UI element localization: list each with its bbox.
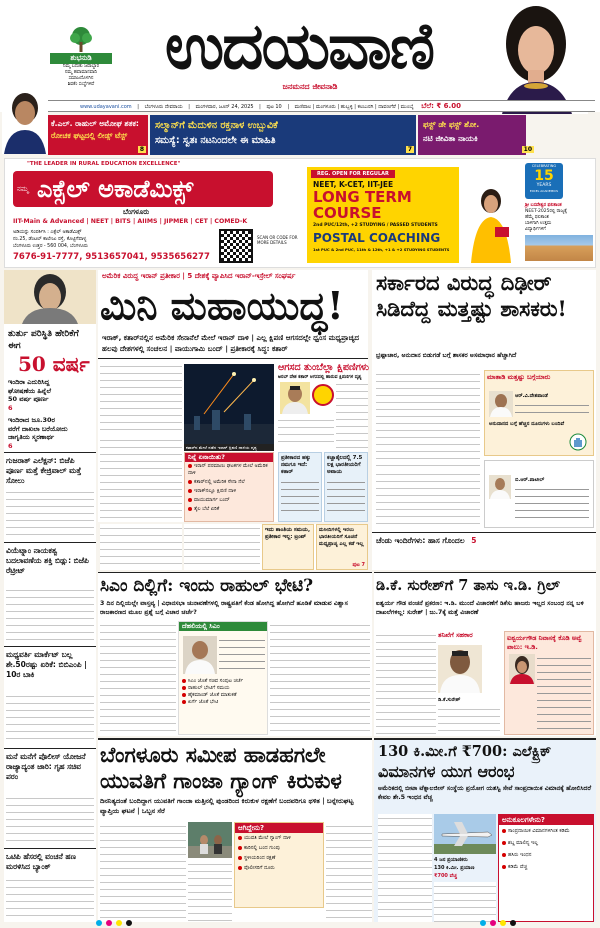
dk-deck: ಐಶ್ವರ್ಯ ಗೌಡ ವಂಚನೆ ಪ್ರಕರಣ: ಇ.ಡಿ. ಮುಂದೆ ವಿಚಾರಣೆಗೆ ಡಿಕೆಸು ಹಾಜರು ಇಲ್ಲದ ಸಂಬಂಧ ನನ್ನ ಬಳಿ ದಾಖಲೆಗಳಿಲ್ಲ: ಸುರೇಶ್ | ಜು.7ಕ್ಕೆ ಮತ್ತೆ ವಿಚಾರಣೆ xyxy=(376,600,584,616)
yellow-mark xyxy=(500,920,506,926)
lead-deck: ಇರಾಕ್, ಕತಾರ್‌ನಲ್ಲಿನ ಅಮೆರಿಕ ಸೇನಾನೆಲೆ ಮೇಲೆ ಇರಾನ್ ದಾಳಿ | ಎಲ್ಲ ಕ್ಷಿಪಣಿ ಆಗಸದಲ್ಲೇ ಧ್ವಂಸ ಮಧ್ಯಪ್ರಾಚ್ಯದ ಹಲವು ದೇಶಗಳಲ್ಲಿ ಸಂಚಲನ | ವಾಯುಗಾಮಿ ಬಂದ್ | ಪ್ರತೀಕಾರಕ್ಕೆ ಸಿದ್ಧ: ಕತಾರ್ xyxy=(102,333,360,353)
bullet-icon xyxy=(502,829,506,833)
page-ref[interactable]: 5 xyxy=(471,536,477,545)
bullet-icon xyxy=(182,679,186,683)
emergency-line: ಜಾಗೃತಿಯ ಸ್ಮರಣಾರ್ಥ xyxy=(8,433,55,441)
missile-photo xyxy=(184,364,274,444)
page-ref[interactable]: 6 xyxy=(8,441,13,450)
story-body xyxy=(6,692,94,744)
ad-phones[interactable]: 7676-91-7777, 9513657041, 9535656277 xyxy=(13,252,210,262)
sidebar-item: ಕತಾರ್‌ನಲ್ಲಿ ಅಮೆರಿಕ ಸೇನಾ ನೆಲೆ xyxy=(185,478,273,487)
minister-photo xyxy=(489,391,513,417)
shubhanudi-line: ಸಮಾಜದೊಳಗಿನ xyxy=(68,76,94,81)
cm-headline[interactable]: ಸಿಎಂ ದಿಲ್ಲಿಗೆ: ಇಂದು ರಾಹುಲ್ ಭೇಟಿ? xyxy=(100,576,314,596)
seal-badge xyxy=(312,384,334,406)
ad-course-1: LONG TERM xyxy=(313,188,412,206)
bullet-icon xyxy=(182,686,186,690)
brief-headline: ಮಸೀದಿಗಳಲ್ಲಿ ಇರಲು ಭಾರತೀಯರಿಗೆ ಸೂಚನೆ ಮಧ್ಯಪ್ರಾಚ್ಯ ಎಲ್ಲ ಕಡೆ ಇಲ್ಲ xyxy=(319,527,364,547)
page-ref[interactable]: 6 xyxy=(8,403,13,412)
dk-story xyxy=(374,572,596,736)
shubhanudi-line: ನಮ್ಮ ಹವಾಮಾನವಾದಿ xyxy=(64,70,98,75)
missile-photo-caption: ಕತಾರ್‌ನ ಮೇಲೆ ನಡೆದ ಇರಾನ್ ಕ್ಷಿಪಣಿ ದಾಳಿಯ ದೃಶ್ಯ xyxy=(184,444,274,451)
shubhanudi-line: ಶಿವಕೆಂ ಸಂಸ್ಥೆಗಳಿವೆ xyxy=(67,82,95,87)
aircraft-stat: 4 ಜನ ಪ್ರಯಾಣಿಕರು xyxy=(434,857,468,863)
sidebar-item: ಇರಾನ್ ಪರಮಾಣು ಘಟಕಗಳ ಮೇಲೆ ಅಮೆರಿಕ ದಾಳಿ xyxy=(188,463,268,476)
lead-body xyxy=(184,524,260,570)
teaser-page-ref: 8 xyxy=(139,146,144,153)
cm-box-items xyxy=(182,678,268,706)
shubhanudi-line: ನಿಮ್ಮ ಬದುಕು ಜವಾಬ್ದಾರ xyxy=(62,64,100,69)
cm-box-item: ರಾಹುಲ್ ಭೇಟಿಗೆ ಸಮಯ xyxy=(182,685,268,692)
price: ಬೆಲೆ: ₹ 6.00 xyxy=(421,102,461,110)
story-body xyxy=(6,876,94,916)
story-headline[interactable]: ಮನೆ ಮನೆಗೆ ಪೊಲೀಸ್ ಯೋಜನೆ ರಾಜ್ಯಾದ್ಯಂತ ಜಾರಿ: ಗೃಹ ಸಚಿವ ಪರಂ xyxy=(6,752,86,781)
cover-model-photo xyxy=(480,4,588,114)
brief-headline: ಪ್ರತೀಕಾರದ ಹಕ್ಕು ನಮಗೂ ಇದೆ: ಕತಾರ್ xyxy=(281,455,311,475)
bullet-icon xyxy=(188,498,192,502)
dk-body xyxy=(376,631,436,735)
website-link[interactable]: www.udayavani.com xyxy=(80,104,132,110)
story-body xyxy=(6,488,94,538)
bengaluru-headline-2[interactable]: ಯುವತಿಗೆ ಗಾಂಜಾ ಗ್ಯಾಂಗ್ ಕಿರುಕುಳ xyxy=(100,768,342,793)
dk-brief-by: ಡಿ.ಕೆ.ಸುರೇಶ್ xyxy=(438,697,461,703)
bullet-icon xyxy=(188,507,192,511)
newspaper-tagline: ಜನಮನದ ಜೀವನಾಡಿ xyxy=(282,82,338,91)
minister-photo xyxy=(489,475,511,499)
editions-list: ಮಣಿಪಾಲ | ಮಂಗಳೂರು | ಹುಬ್ಬಳ್ಳಿ | ಕಲಬುರಗಿ | ದಾವಣಗೆರೆ | ಮುಂಬೈ xyxy=(294,104,414,110)
bengaluru-body xyxy=(326,822,372,922)
right-deck: ಭ್ರಷ್ಟಾಚಾರ, ಅನುದಾನ ಬಿಡುಗಡೆ ಬಗ್ಗೆ ಶಾಸಕರ ಅಸಮಾಧಾನ ಹೆಚ್ಚಾಗಿದೆ xyxy=(376,352,517,359)
sub-deck: ಅರಬ್ ದೇಶ ಕತಾರ್ ಆಗಸದಲ್ಲಿ ಹಾರುವ ಕ್ಷಿಪಣಿಗಳ ದೃಶ್ಯ xyxy=(278,375,362,380)
black-mark xyxy=(126,920,132,926)
benefit-item: ಕಡಿಮೆ ವೆಚ್ಚ xyxy=(499,861,593,873)
lead-story xyxy=(98,270,368,522)
cm-box-item: ಖರ್ಗೆ ಜೊತೆ ಭೇಟಿ xyxy=(182,699,268,706)
page-count: ಪುಟ 10 xyxy=(266,104,282,110)
ad-sub-2: 1st PUC & 2nd PUC, 11th & 12th, +1 & +2 STUDYING STUDENTS xyxy=(313,247,450,252)
sidebar-item: ತೈಲ ಬೆಲೆ ಏರಿಕೆ xyxy=(185,505,273,514)
emergency-line: ಇಂದಿರಾದ ಜೂ.30ರ xyxy=(8,416,55,424)
teaser-line: ರೋಚಕ ಘಟ್ಟದಲ್ಲಿ ಲೀಡ್ಸ್ ಟೆಸ್ಟ್ xyxy=(51,131,128,140)
bengaluru-body xyxy=(188,860,232,922)
lead-headline[interactable]: ಮಿನಿ ಮಹಾಯುದ್ಧ! xyxy=(100,283,344,328)
cm-box-item: ಸಿಎಂ ಜೊತೆ ಸಚಿವ ಸಂಪುಟ ಚರ್ಚೆ xyxy=(182,678,268,685)
teaser-line: ಸಲ್ಮಾನ್‌ಗೆ ಮೆದುಳಿನ ರಕ್ತನಾಳ ಉಬ್ಬುವಿಕೆ xyxy=(155,120,278,131)
ad-prefix: ನಮ್ಮ xyxy=(17,185,29,193)
quote-name: ಬಿ.ಆರ್.ಪಾಟೀಲ್ xyxy=(515,477,545,483)
benefits-title: ಅನುಕೂಲಗಳೇನು? xyxy=(499,815,593,825)
ad-address: ಬೆಂಗಳೂರು ಉತ್ತರ - 560 004, ಬೆಂಗಳೂರು xyxy=(13,244,88,249)
incident-box xyxy=(234,822,324,908)
quote-name: ಆರ್.ವಿ.ದೇಶಪಾಂಡೆ xyxy=(515,393,548,399)
ad-student-photo xyxy=(461,179,521,263)
incident-item: ಯುವತಿ ಮೇಲೆ ಗ್ಯಾಂಗ್ ದಾಳಿ xyxy=(235,833,323,843)
dk-side-head: ಐಶ್ವರ್ಯಗೌಡ ನಿವಾಸಕ್ಕೆ ಕೊಡಿ ಅವ್ವೆ ಪಾಲು: ಇ.ಡಿ. xyxy=(507,634,582,651)
cm-deck: 3 ದಿನ ದಿಲ್ಲಿಯಲ್ಲೇ ವಾಸ್ತವ್ಯ | ವಿಧಾನಸಭಾ ಚುನಾವಣೆಗಳಲ್ಲಿ ರಾಷ್ಟ್ರಪತಿಗೆ ಕೆಂಡ ಹೋಗಿದ್ದ ಹೋಗಿದೆ ಹೂಡಿಕೆ ಮಾಡುವ ವಿಶ್ವಾಸ ರಾಜಕಾರಣದ ಮೂಲ ಪ್ರಶ್ನೆ ಬಗ್ಗೆ ವಿಚಾರ ಚರ್ಚೆ? xyxy=(100,600,348,616)
emergency-line: ಇಂದಿರಾ ಎದುರಿಸಿದ್ದ xyxy=(8,378,50,386)
benefits-box xyxy=(498,814,594,922)
badge-foot: EXCEL ACADEMICS xyxy=(529,189,559,193)
bengaluru-headline-1[interactable]: ಬೆಂಗಳೂರು ಸಮೀಪ ಹಾಡಹಗಲೇ xyxy=(100,742,326,767)
cm-body xyxy=(100,621,176,735)
cm-box-item: ಹೈಕಮಾಂಡ್ ಜೊತೆ ಮಾತುಕತೆ xyxy=(182,692,268,699)
aircraft-body xyxy=(434,882,496,922)
ad-kicker: "THE LEADER IN RURAL EDUCATION EXCELLENCE" xyxy=(27,161,181,167)
bullet-icon xyxy=(188,489,192,493)
emergency-line: 50 ವರ್ಷ ಪೂರ್ಣ xyxy=(8,395,49,403)
lead-body xyxy=(100,524,182,570)
bullet-icon xyxy=(238,846,242,850)
bengaluru-deck: ದಿನನಿತ್ಯದಂತೆ ಬಂದಿದ್ದಾಗ ಯುವತಿಗೆ ಗಾಂಜಾ ಮತ್ತಿನಲ್ಲಿ ಪುಂಡರಿಂದ ಕಿರುಕುಳ ರಕ್ಷಣೆಗೆ ಬಂದವರಿಗೂ ಥಳಿತ | ಬನ್ನೇರುಘಟ್ಟ ವ್ಯಾಪ್ತಿಯ ಘಟನೆ | ಒಬ್ಬನ ಸೆರೆ xyxy=(100,797,354,815)
story-body xyxy=(6,794,94,844)
yellow-mark xyxy=(116,920,122,926)
teaser-page-ref: 7 xyxy=(407,146,412,153)
brief-box[interactable] xyxy=(316,524,368,570)
teaser-3[interactable] xyxy=(418,115,532,155)
ad-results-box xyxy=(525,203,593,263)
registration-marks xyxy=(0,918,600,928)
ad-exams: NEET, K-CET, IIT-JEE xyxy=(313,180,394,189)
right-body xyxy=(376,470,480,530)
brief-box[interactable] xyxy=(278,452,322,522)
dk-photo xyxy=(438,645,482,693)
indira-photo xyxy=(4,270,96,324)
brief-row xyxy=(184,524,368,570)
cm-body xyxy=(270,621,370,735)
sidebar-box xyxy=(184,452,274,522)
masthead xyxy=(0,0,600,112)
shubhanudi-title: ಶುಭನುಡಿ xyxy=(50,53,112,64)
dk-brief xyxy=(438,631,500,643)
sub-body xyxy=(336,380,368,448)
ad-name: ಎಕ್ಸೆಲ್ ಅಕಾಡೆಮಿಕ್ಸ್ xyxy=(37,175,194,203)
story-headline[interactable]: ವಿಯೆಟ್ನಾಂ ನಾಯಕತ್ವ ಬದಲಾವಣೆಯ ಶಕ್ತಿ ಬಿಡ್ಲು: ಬಿಜೆಪಿ ರೆಟ್ರೀಟ್ xyxy=(6,546,89,575)
aircraft-headline-2[interactable]: ವಿಮಾನಗಳ ಯುಗ ಆರಂಭ xyxy=(378,762,515,781)
right-headline[interactable]: ಸರ್ಕಾರದ ವಿರುದ್ಧ ದಿಢೀರ್ ಸಿಡಿದೆದ್ದ ಮತ್ತಷ್ಟು ಶಾಸಕರು! xyxy=(376,270,567,321)
brief-box[interactable] xyxy=(262,524,314,570)
bullet-icon xyxy=(238,866,242,870)
badge-top: CELEBRATING xyxy=(531,164,557,168)
edition-city: ಬೆಂಗಳೂರು ದೇವರಾಯ xyxy=(144,104,183,110)
bengaluru-photo xyxy=(188,822,232,858)
teaser-line: ಫಸ್ಟ್ ಡೇ ಫಸ್ಟ್ ಶೋ. xyxy=(423,120,480,129)
sub-body xyxy=(278,416,334,448)
dk-side-box xyxy=(504,631,594,735)
qr-code[interactable] xyxy=(219,229,253,263)
sub-headline: ಆಗಸದ ತುಂಬೆಲ್ಲಾ ಕ್ಷಿಪಣಿಗಳು xyxy=(278,362,370,373)
story-headline[interactable]: ಮಧ್ಯವರ್ತಿ ಮಾರ್ಕೆಟ್ ಬಲ್ಲ ಶೇ.50ರಷ್ಟು ಏರಿಕೆ: ಬಿಬಿಎಂಪಿ | 10ರ ಬಾಕಿ xyxy=(6,650,87,679)
ad-reg: REG. OPEN FOR REGULAR xyxy=(311,170,395,178)
newspaper-title: ಉದಯವಾಣಿ xyxy=(164,9,434,84)
badge-number: 15 xyxy=(534,168,554,184)
bullet-icon xyxy=(502,865,506,869)
ad-course-2: COURSE xyxy=(313,204,382,222)
teaser-2[interactable] xyxy=(150,115,416,155)
bengaluru-story xyxy=(98,738,372,922)
see-more-link[interactable]: ಪುಟ 7 xyxy=(352,562,365,568)
bengaluru-body xyxy=(100,822,186,922)
bullet-icon xyxy=(182,693,186,697)
bullet-icon xyxy=(238,836,242,840)
aircraft-body xyxy=(378,814,432,922)
magenta-mark xyxy=(490,920,496,926)
black-mark xyxy=(510,920,516,926)
ad-courses: IIT-Main & Advanced | NEET | BITS | AIIMS | JIPMER | CET | COMED-K xyxy=(13,218,248,225)
aircraft-stat: ₹700 ವೆಚ್ಚ xyxy=(434,873,457,879)
teaser-photo-rahul xyxy=(2,86,48,154)
emergency-kicker: ತುರ್ತು ಪರಿಸ್ಥಿತಿ ಹೇರಿಕೆಗೆ ಈಗ xyxy=(8,329,79,351)
emergency-lines xyxy=(8,378,96,412)
ad-banner[interactable] xyxy=(4,158,596,268)
brief-headline: ಇದು ಶಾಂತಿಯ ಸಮಯ, ಪ್ರತೀಕಾರ ಇಲ್ಲ: ಟ್ರಂಪ್ xyxy=(265,527,311,540)
ad-right-line: ವಿದ್ಯಾರ್ಥಿಗಳಿಗೆ xyxy=(525,227,546,232)
ad-location: ಬೆಂಗಳೂರು xyxy=(123,208,150,216)
ad-sub-1: 2nd PUC/12th, +2 STUDYING / PASSED STUDENTS xyxy=(313,223,438,228)
lead-kicker: ಅಮೆರಿಕ ವಿರುದ್ಧ ಇರಾನ್ ಪ್ರತೀಕಾರ | 5 ದೇಶಕ್ಕೆ ವ್ಯಾಪಿಸಿದ ಇರಾನ್-ಇಸ್ರೇಲ್ ಸಂಘರ್ಷ xyxy=(102,272,296,280)
emergency-line: ವರೆಗೆ ದಾಖಲಾ ಬರೆಯೋದು xyxy=(8,424,68,433)
story-headline[interactable]: ಗುಜರಾತ್ ಎಲೆಕ್ಷನ್: ಬಿಜೆಪಿ ಪೂರ್ಣ ಮತ್ತೆ ಕೇಜ್ರಿವಾಲ್ ಮತ್ತೆ ಸೋಲು xyxy=(6,456,82,485)
teaser-line: ನಟಿ ಜೀವಿತಾ ನಾಯಕಿ xyxy=(423,134,478,143)
sidebar-item: ಇರಾಕ್‌ನಲ್ಲೂ ಕ್ಷಿಪಣಿ ದಾಳಿ xyxy=(185,487,273,496)
aircraft-stat: 130 ಕಿ.ಮೀ. ಪ್ರಯಾಣ xyxy=(434,865,475,871)
story-headline[interactable]: ಒಟಿಪಿ ಹೆಸರಲ್ಲಿ ವಂಚನೆ ಹಣ ಮರಳಿಸಿದ ಬ್ಯಾಂಕ್ xyxy=(6,852,76,871)
quote-head: ಮಾತಾಡಿ ಮತ್ತಷ್ಟು ಬಗ್ಗೆಯಾರು xyxy=(487,373,551,381)
benefit-item: ಸಾಂಪ್ರದಾಯಿಕ ವಿಮಾನಗಳಿಗಿಂತ ಕಡಿಮೆ xyxy=(499,825,593,837)
aircraft-stats xyxy=(434,856,496,880)
bullet-icon xyxy=(188,464,192,468)
aishwarya-photo xyxy=(509,654,535,684)
quote-box xyxy=(484,370,594,456)
ad-building-photo xyxy=(525,235,593,261)
tree-icon xyxy=(67,26,95,52)
emergency-line: ಘೋಷಣೆಯ ಹಿನ್ನೆಲೆ xyxy=(8,386,52,395)
shubhanudi-logo xyxy=(50,26,112,90)
dk-headline[interactable]: ಡಿ.ಕೆ. ಸುರೇಶ್‌ಗೆ 7 ತಾಸು ಇ.ಡಿ. ಗ್ರಿಲ್ xyxy=(376,577,560,594)
ad-address: ಅಡಿಯನ್ನು ಸಂಪರ್ಕಿಸಿ : ಎಕ್ಸೆಲ್ ಅಕಾಡೆಮಿಕ್ಸ್ xyxy=(13,230,82,235)
cyan-mark xyxy=(96,920,102,926)
congress-hand-icon xyxy=(569,433,587,451)
brief-headline: ಕಚ್ಚಾತೈಲದಲ್ಲಿ 7.5 ಲಕ್ಷ ಭಾರತೀಯರಿಗೆ ಅಪಾಯ xyxy=(327,455,363,475)
brief-box[interactable] xyxy=(324,452,368,522)
cm-box xyxy=(178,621,268,735)
issue-date: ಮಂಗಳವಾರ, ಜೂನ್ 24, 2025 xyxy=(195,104,254,110)
ad-right-head: ಶ್ರೀ ಬಸವೇಶ್ವರ ಫಲಿತಾಂಶ xyxy=(525,203,562,208)
ad-address: ನಂ.25, ಡೆಂಟಲ್ ಕಾಲೇಜು ರಸ್ತೆ, ಕೊಟ್ಟಿಗೆಪಾಳ್ಯ xyxy=(13,237,87,242)
left-column xyxy=(4,270,96,922)
quote-head: ಅನುದಾನದ ಬಗ್ಗೆ ಹೆಚ್ಚಿನ ದೂರುಗಳು ಬಂದಿವೆ xyxy=(489,421,565,427)
badge-bottom: YEARS xyxy=(536,183,552,188)
cyan-mark xyxy=(480,920,486,926)
benefit-item: ಹಸಿರು ಇಂಧನ xyxy=(499,849,593,861)
date-bar: www.udayavani.com | ಬೆಂಗಳೂರು ದೇವರಾಯ | ಮಂಗಳವಾರ, ಜೂನ್ 24, 2025 | ಪುಟ 10 | ಮಣಿಪಾಲ | ಮಂಗಳೂರು | ಹುಬ್ಬಳ್ಳಿ | ಕಲಬುರಗಿ | ದಾವಣಗೆರೆ | ಮುಂಬೈ ಬೆಲೆ: ₹ 6.00 xyxy=(40,100,595,112)
ad-right-line: NEET-2025ರಲ್ಲಿ ರಾಜ್ಯಕ್ಕೆ xyxy=(525,209,567,214)
lead-body xyxy=(100,436,182,520)
sidebar-title: ನಿನ್ನೆ ಏನಾಯಿತು? xyxy=(185,453,273,462)
bullet-icon xyxy=(188,480,192,484)
bullet-icon xyxy=(502,841,506,845)
emergency-years: 50 ವರ್ಷ xyxy=(18,352,90,376)
right-brief[interactable] xyxy=(376,536,594,546)
aircraft-photo xyxy=(434,814,496,854)
ad-right-line: ಬಾಳಿಗಾಗಿ ಉತ್ತಮ xyxy=(525,221,552,226)
ad-anniversary-badge xyxy=(525,163,563,199)
aircraft-deck: ಅಮೆರಿಕದಲ್ಲಿ ಬೀಟಾ ಟೆಕ್ನಾಲಜೀಸ್ ಸಂಸ್ಥೆಯ ಪ್ರಯೋಗ ಯಶಸ್ವಿ ಸೇವೆ ಸಾಂಪ್ರದಾಯಿಕ ವಿಮಾನಕ್ಕೆ ಹೋಲಿಸಿದರೆ ಕೇವಲ ಶೇ.5 ಇಂಧನ ವೆಚ್ಚ xyxy=(378,785,592,801)
teaser-strip xyxy=(48,115,596,155)
politician-photo xyxy=(280,382,310,414)
teaser-1[interactable] xyxy=(48,115,148,155)
teaser-line: ಸಮಸ್ಯೆ: ಸ್ವತಃ ನಟನಿಂದಲೇ ಈ ಮಾಹಿತಿ xyxy=(155,135,276,146)
cm-photo xyxy=(183,636,217,674)
story-body xyxy=(6,586,94,642)
lead-body xyxy=(100,362,182,432)
dk-body xyxy=(438,705,500,735)
ad-right-line: ಹೆಮ್ಮೆ ಫಲಿತಾಂಶ xyxy=(525,215,549,220)
aircraft-story xyxy=(374,738,596,922)
ad-name-box xyxy=(13,171,273,207)
right-column xyxy=(372,270,596,570)
incident-box-title: ಆಗಿದ್ದೇನು? xyxy=(235,823,323,833)
magenta-mark xyxy=(106,920,112,926)
bullet-icon xyxy=(502,853,506,857)
cm-box-title: ದೆಹಲಿಯಲ್ಲಿ ಸಿಎಂ xyxy=(179,622,267,631)
right-brief-head: ಚೆಂಡು ಇಂದಿರೆಗಳು: ಹಾಸ ಗೊಂದಲ xyxy=(376,536,465,545)
dk-brief-head: ತನಿಖೆಗೆ ಸಹಕಾರ xyxy=(438,631,473,639)
cm-story xyxy=(98,572,372,736)
emergency-lines-2 xyxy=(8,416,96,450)
benefit-item: ಶಬ್ದ ಮಾಲಿನ್ಯ ಇಲ್ಲ xyxy=(499,837,593,849)
bullet-icon xyxy=(182,700,186,704)
ad-course-3: POSTAL COACHING xyxy=(313,231,441,245)
quote-box xyxy=(484,460,594,528)
incident-item: ಪೊಲೀಸರಿಗೆ ದೂರು xyxy=(235,863,323,873)
incident-item: ಕಾರಿನಲ್ಲಿ ಬಂದ ಗುಂಪು xyxy=(235,843,323,853)
ad-course-panel xyxy=(307,167,459,263)
teaser-page-ref: 10 xyxy=(523,146,532,153)
right-body xyxy=(376,370,480,468)
bullet-icon xyxy=(238,856,242,860)
ad-scan-note: SCAN OR CODE FOR MORE DETAILS xyxy=(257,235,298,245)
sidebar-item: ವಾಯುಮಾರ್ಗ ಬಂದ್ xyxy=(185,496,273,505)
aircraft-headline-1[interactable]: 130 ಕಿ.ಮೀ.ಗೆ ₹700: ಎಲೆಕ್ಟ್ರಿಕ್ xyxy=(378,743,552,760)
incident-item: ಸ್ಥಳೀಯರಿಂದ ರಕ್ಷಣೆ xyxy=(235,853,323,863)
teaser-line: ಕೆ.ಎಲ್. ರಾಹುಲ್ ಅಮೋಘ ಶತಕ: xyxy=(51,119,139,128)
